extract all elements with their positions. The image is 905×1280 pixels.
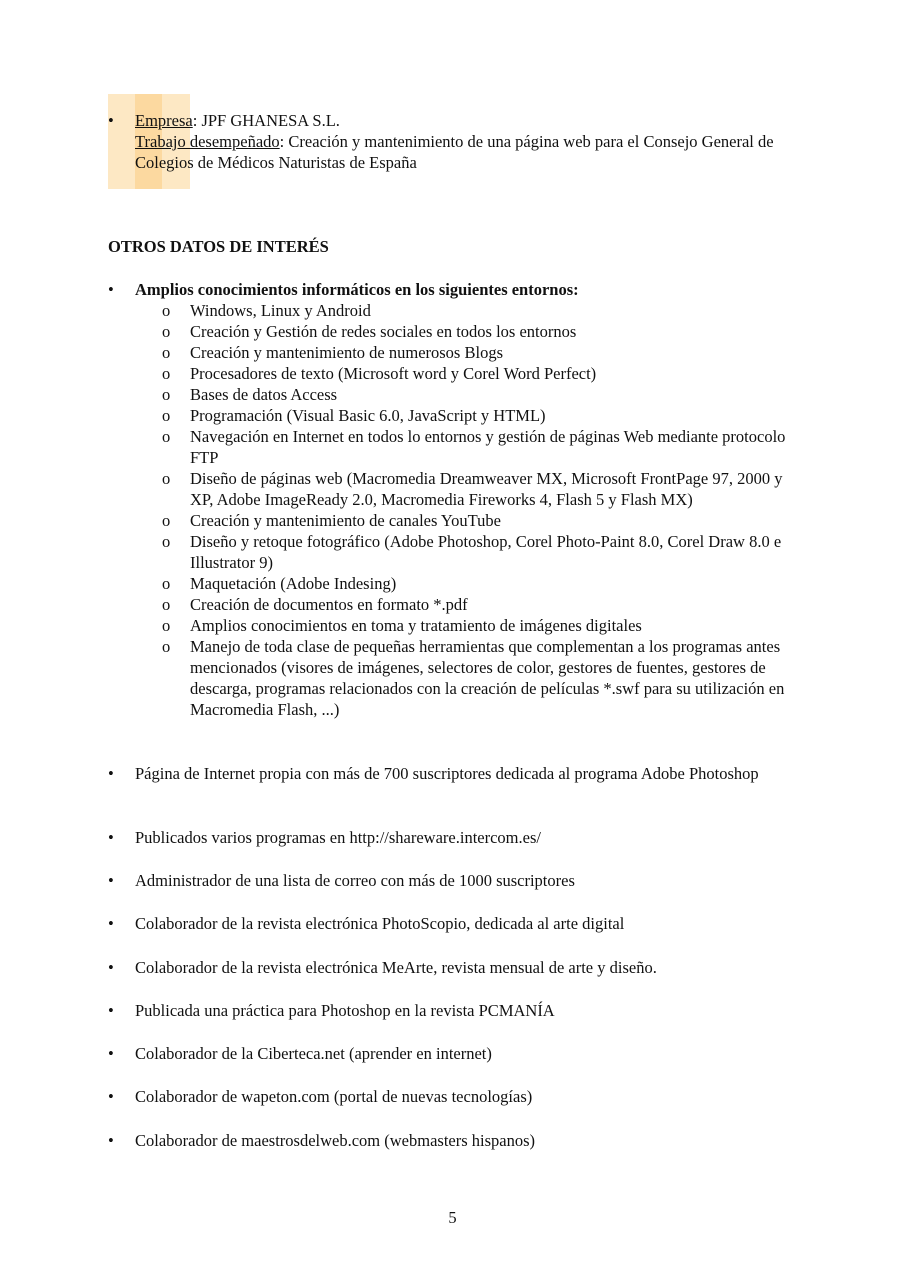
bullet-icon: • bbox=[108, 958, 114, 977]
job-value: : Creación y mantenimiento de una página web para el Consejo General de Colegios de Médicos Naturistas de España bbox=[135, 132, 774, 172]
skill-item: o Navegación en Internet en todos lo entornos y gestión de páginas Web mediante protocolo FTP bbox=[162, 427, 786, 467]
circle-bullet-icon: o bbox=[162, 511, 171, 530]
bullet-icon: • bbox=[108, 1044, 114, 1063]
circle-bullet-icon: o bbox=[162, 301, 171, 320]
circle-bullet-icon: o bbox=[162, 637, 171, 656]
skills-title: Amplios conocimientos informáticos en los siguientes entornos: bbox=[135, 280, 579, 299]
circle-bullet-icon: o bbox=[162, 469, 171, 488]
skill-item: o Manejo de toda clase de pequeñas herramientas que complementan a los programas antes mencionados (visores de imágenes, selectores de color, gestores de fuentes, gestores de descarga, programas relacionados con la creación de películas *.swf para su utilización en Macromedia Flash, ...) bbox=[162, 637, 785, 719]
circle-bullet-icon: o bbox=[162, 343, 171, 362]
employment-entry bbox=[108, 110, 798, 173]
skill-item: o Maquetación (Adobe Indesing) bbox=[162, 574, 397, 593]
circle-bullet-icon: o bbox=[162, 532, 171, 551]
circle-bullet-icon: o bbox=[162, 322, 171, 341]
bullet-icon: • bbox=[108, 1087, 114, 1106]
circle-bullet-icon: o bbox=[162, 574, 171, 593]
bullet-icon: • bbox=[108, 111, 114, 130]
skill-item: o Amplios conocimientos en toma y tratamiento de imágenes digitales bbox=[162, 616, 642, 635]
bullet-icon: • bbox=[108, 280, 114, 299]
skills-list bbox=[162, 300, 798, 720]
list-item: • Colaborador de la revista electrónica PhotoScopio, dedicada al arte digital bbox=[108, 914, 625, 933]
company-label: Empresa bbox=[135, 111, 193, 130]
list-item: • Colaborador de la revista electrónica MeArte, revista mensual de arte y diseño. bbox=[108, 958, 657, 977]
company-line bbox=[135, 110, 798, 131]
list-item: • Colaborador de la Ciberteca.net (aprender en internet) bbox=[108, 1044, 492, 1063]
company-value: : JPF GHANESA S.L. bbox=[192, 111, 340, 130]
skill-item: o Bases de datos Access bbox=[162, 385, 338, 404]
list-item: • Colaborador de maestrosdelweb.com (webmasters hispanos) bbox=[108, 1131, 536, 1150]
skill-item: o Diseño de páginas web (Macromedia Dreamweaver MX, Microsoft FrontPage 97, 2000 y XP, Adobe ImageReady 2.0, Macromedia Fireworks 4, Flash 5 y Flash MX) bbox=[162, 469, 783, 509]
circle-bullet-icon: o bbox=[162, 616, 171, 635]
skill-item: o Programación (Visual Basic 6.0, JavaScript y HTML) bbox=[162, 406, 546, 425]
list-item: • Publicados varios programas en http://shareware.intercom.es/ bbox=[108, 828, 541, 847]
bullet-icon: • bbox=[108, 764, 114, 783]
skills-entry bbox=[108, 279, 798, 300]
list-item: • Administrador de una lista de correo con más de 1000 suscriptores bbox=[108, 871, 575, 890]
list-item: • Publicada una práctica para Photoshop en la revista PCMANÍA bbox=[108, 1001, 555, 1020]
skill-item: o Creación y Gestión de redes sociales en todos los entornos bbox=[162, 322, 577, 341]
section-heading: OTROS DATOS DE INTERÉS bbox=[108, 237, 329, 256]
bullet-icon: • bbox=[108, 828, 114, 847]
list-item: • Colaborador de wapeton.com (portal de nuevas tecnologías) bbox=[108, 1087, 533, 1106]
circle-bullet-icon: o bbox=[162, 364, 171, 383]
page-number: 5 bbox=[448, 1208, 457, 1227]
skill-item: o Windows, Linux y Android bbox=[162, 301, 371, 320]
job-line bbox=[135, 131, 798, 173]
list-item: • Página de Internet propia con más de 700 suscriptores dedicada al programa Adobe Photoshop bbox=[108, 764, 759, 783]
skill-item: o Creación de documentos en formato *.pdf bbox=[162, 595, 468, 614]
bullet-icon: • bbox=[108, 871, 114, 890]
skill-item: o Diseño y retoque fotográfico (Adobe Photoshop, Corel Photo-Paint 8.0, Corel Draw 8.0 e Illustrator 9) bbox=[162, 532, 782, 572]
skill-item: o Creación y mantenimiento de numerosos Blogs bbox=[162, 343, 503, 362]
circle-bullet-icon: o bbox=[162, 595, 171, 614]
circle-bullet-icon: o bbox=[162, 427, 171, 446]
skill-item: o Creación y mantenimiento de canales YouTube bbox=[162, 511, 502, 530]
circle-bullet-icon: o bbox=[162, 385, 171, 404]
job-label: Trabajo desempeñado bbox=[135, 132, 280, 151]
bullet-icon: • bbox=[108, 1001, 114, 1020]
bullet-icon: • bbox=[108, 914, 114, 933]
bullet-icon: • bbox=[108, 1131, 114, 1150]
skill-item: o Procesadores de texto (Microsoft word y Corel Word Perfect) bbox=[162, 364, 597, 383]
circle-bullet-icon: o bbox=[162, 406, 171, 425]
